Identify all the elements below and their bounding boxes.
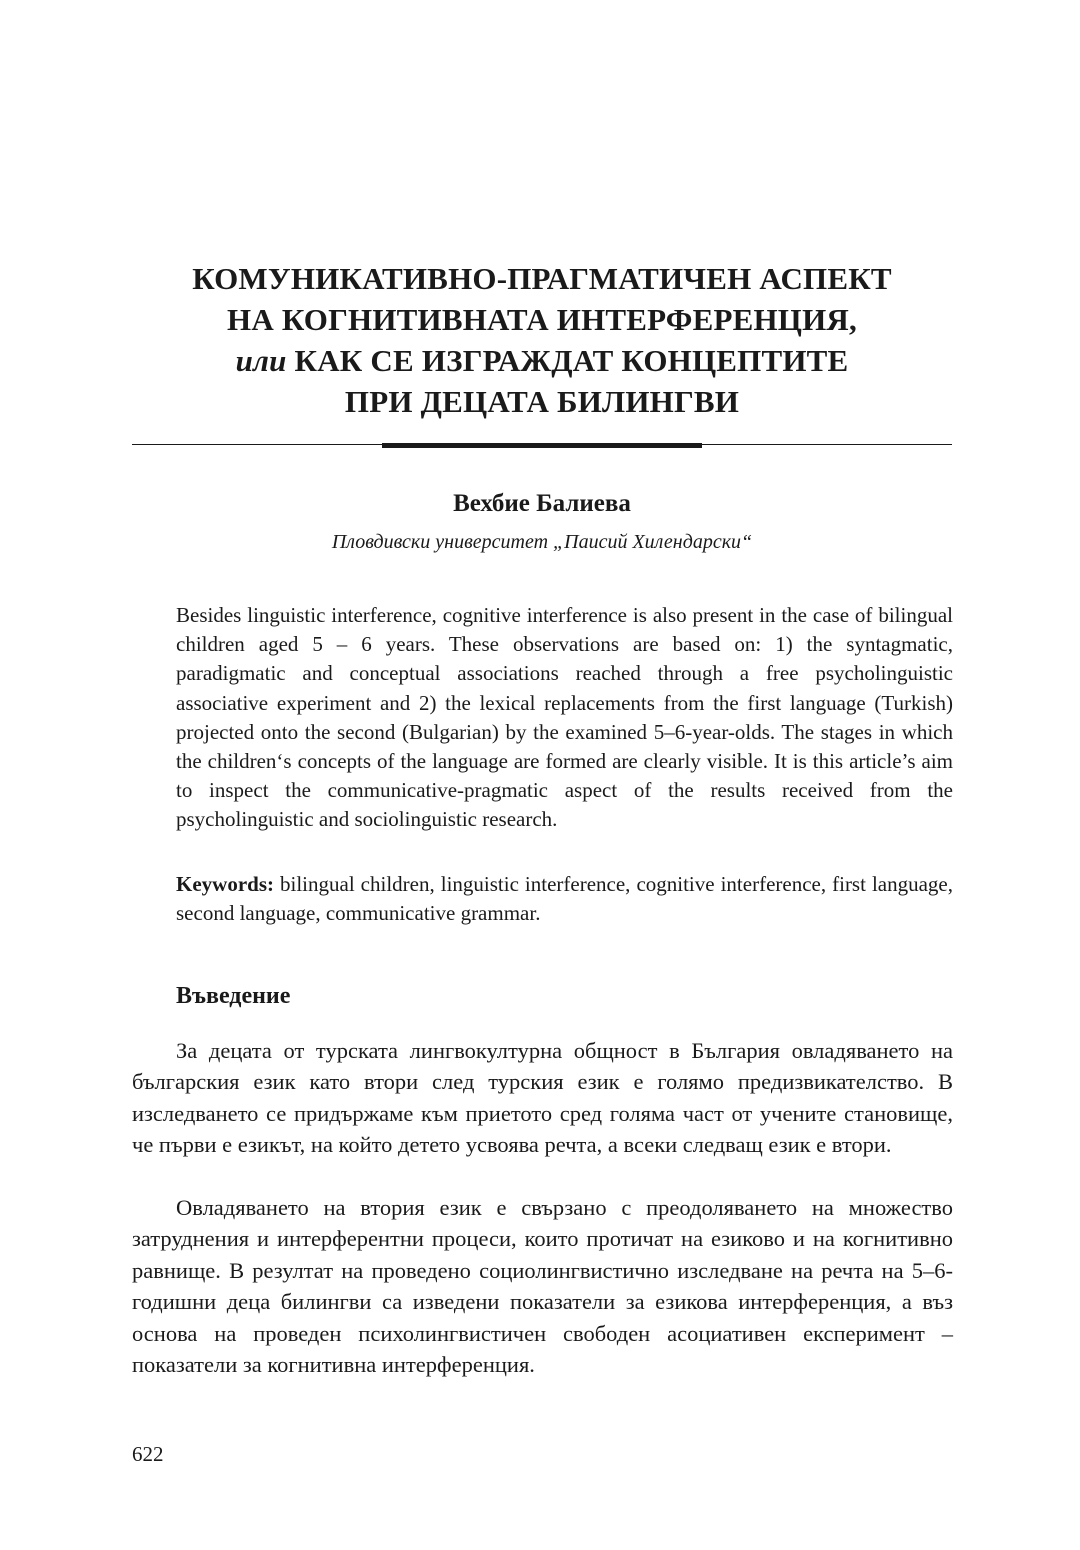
- keywords-text: bilingual children, linguistic interference, cognitive interference, first language, second language, communicative grammar.: [176, 872, 953, 926]
- body-paragraph-1: За децата от турската лингвокултурна общност в България овладяването на българския език като втори след турския език е голямо предизвикателство. В изследването се придържаме към приетото сред голяма част от учените становище, че първи е езикът, на който детето усвоява речта, а всеки следващ език е втори.: [132, 1038, 953, 1158]
- section-heading: Въведение: [176, 983, 291, 1009]
- page-number: 622: [132, 1442, 164, 1466]
- title-line-3-rest: КАК СЕ ИЗГРАЖДАТ КОНЦЕПТИТЕ: [294, 343, 849, 378]
- keywords-paragraph: [176, 870, 953, 928]
- title-line-4: ПРИ ДЕЦАТА БИЛИНГВИ: [344, 384, 740, 419]
- title-line-1: КОМУНИКАТИВНО-ПРАГМАТИЧЕН АСПЕКТ: [192, 261, 892, 296]
- article-title: [132, 258, 952, 422]
- author-affiliation: Пловдивски университет „Паисий Хилендарски“: [331, 531, 753, 553]
- author-name: Вехбие Балиева: [453, 490, 631, 517]
- abstract-paragraph: Besides linguistic interference, cognitive interference is also present in the case of bilingual children aged 5 – 6 years. These observations are based on: 1) the syntagmatic, paradigmatic and conceptual associations reached through a free psycholinguistic associative experiment and 2) the lexical replacements from the first language (Turkish) projected onto the second (Bulgarian) by the examined 5–6-year-olds. The stages in which the children‘s concepts of the language are formed are clearly visible. It is this article’s aim to inspect the communicative-pragmatic aspect of the results received from the psycholinguistic and sociolinguistic research.: [176, 603, 953, 832]
- title-line-3-italic: или: [235, 343, 287, 378]
- title-line-3: [132, 340, 952, 381]
- keywords-label: Keywords:: [176, 872, 274, 896]
- title-divider-thick: [382, 443, 702, 448]
- title-line-2: НА КОГНИТИВНАТА ИНТЕРФЕРЕНЦИЯ,: [227, 302, 857, 337]
- body-paragraph-2: Овладяването на втория език е свързано с преодоляването на множество затруднения и интерферентни процеси, които протичат на езиково и на когнитивно равнище. В резултат на проведено социолингвистично изследване на речта на 5–6-годишни деца билингви са изведени показатели за езикова интерференция, а въз основа на проведен психолингвистичен свободен асоциативен експеримент – показатели за когнитивна интерференция.: [132, 1195, 953, 1378]
